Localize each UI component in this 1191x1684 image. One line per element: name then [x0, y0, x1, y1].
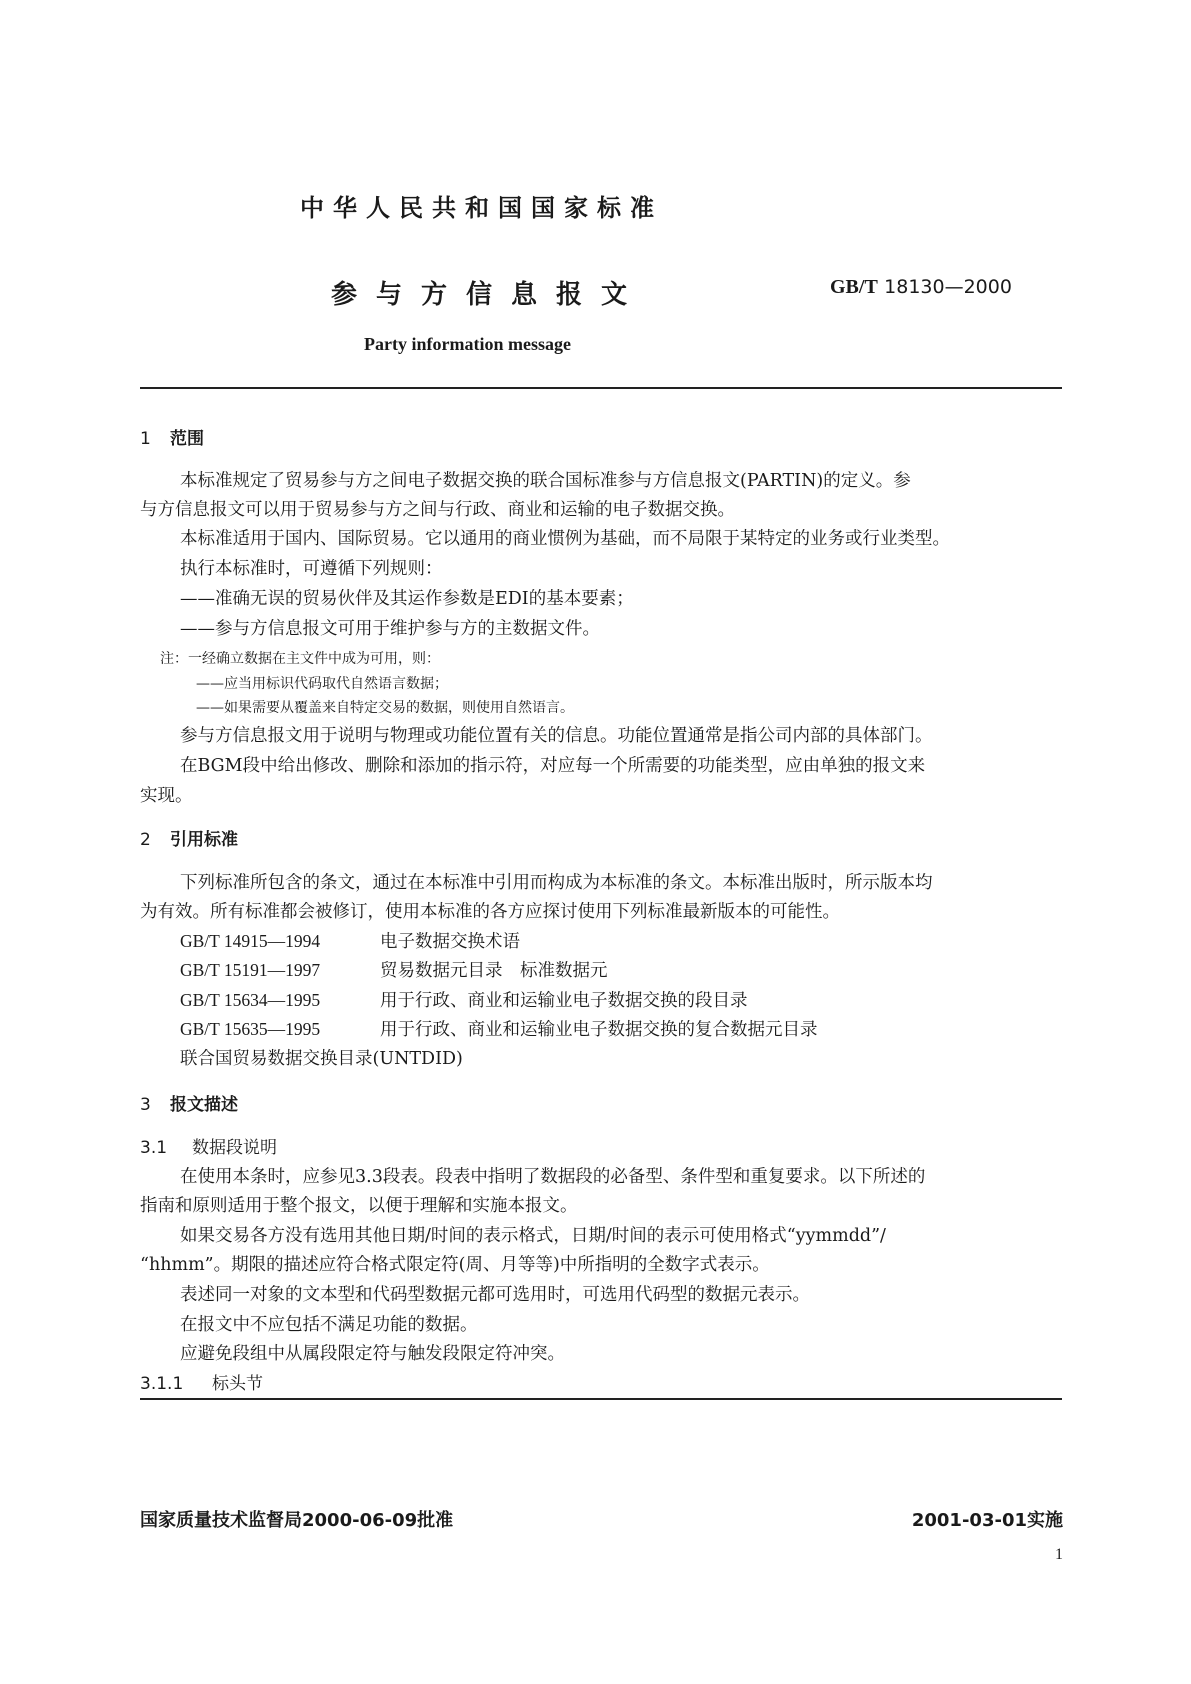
reference-code: GB/T 15191—1997 [180, 960, 321, 980]
s1-p1-line2: 与方信息报文可以用于贸易参与方之间与行政、商业和运输的电子数据交换。 [140, 500, 735, 520]
reference-item [180, 957, 608, 982]
s2-p1-line2: 为有效。所有标准都会被修订，使用本标准的各方应探讨使用下列标准最新版本的可能性。 [140, 902, 840, 922]
standard-prefix: GB/T [830, 276, 878, 298]
reference-code: GB/T 15634—1995 [180, 990, 321, 1010]
s1-p5-line1: 在BGM段中给出修改、删除和添加的指示符，对应每一个所需要的功能类型，应由单独的报文来 [180, 756, 926, 776]
subsection-3-1-heading [140, 1133, 277, 1158]
section-title: 范围 [170, 429, 204, 449]
national-standard-title: 中华人民共和国国家标准 [300, 194, 663, 222]
reference-item-untdid: 联合国贸易数据交换目录(UNTDID) [180, 1049, 463, 1069]
s3-p5: 应避免段组中从属段限定符与触发段限定符冲突。 [180, 1344, 565, 1364]
section-3-heading [140, 1090, 238, 1115]
section-title: 引用标准 [170, 830, 238, 850]
s3-p3: 表述同一对象的文本型和代码型数据元都可选用时，可选用代码型的数据元表示。 [180, 1285, 810, 1305]
reference-item [180, 1016, 818, 1041]
subsection-number: 3.1.1 [140, 1374, 184, 1394]
reference-title: 用于行政、商业和运输业电子数据交换的段目录 [380, 991, 748, 1011]
standard-number: 18130—2000 [884, 276, 1012, 298]
s3-p2-line1: 如果交易各方没有选用其他日期/时间的表示格式，日期/时间的表示可使用格式“yymmdd”/ [180, 1226, 886, 1246]
s3-p2-line2: “hhmm”。期限的描述应符合格式限定符(周、月等等)中所指明的全数字式表示。 [140, 1255, 770, 1275]
footer-rule [140, 1398, 1062, 1400]
section-number: 1 [140, 429, 151, 449]
document-title: 参与方信息报文 [331, 280, 647, 310]
standard-code [830, 274, 1012, 299]
s1-note: 注：一经确立数据在主文件中成为可用，则： [160, 651, 440, 667]
approval-date: 国家质量技术监督局2000-06-09批准 [140, 1510, 454, 1531]
subsection-number: 3.1 [140, 1138, 168, 1158]
reference-item [180, 987, 748, 1012]
s2-p1-line1: 下列标准所包含的条文，通过在本标准中引用而构成为本标准的条文。本标准出版时，所示版本均 [180, 873, 933, 893]
subsection-3-1-1-heading [140, 1369, 263, 1394]
reference-title: 贸易数据元目录 标准数据元 [380, 961, 608, 981]
s1-p4: 参与方信息报文用于说明与物理或功能位置有关的信息。功能位置通常是指公司内部的具体部门。 [180, 726, 933, 746]
subsection-title: 数据段说明 [192, 1138, 277, 1158]
section-title: 报文描述 [170, 1095, 238, 1115]
section-number: 3 [140, 1095, 151, 1115]
reference-title: 用于行政、商业和运输业电子数据交换的复合数据元目录 [380, 1020, 818, 1040]
header-rule [140, 387, 1062, 389]
s1-note-dash-1: ——应当用标识代码取代自然语言数据； [196, 676, 448, 692]
s1-p1-line1: 本标准规定了贸易参与方之间电子数据交换的联合国标准参与方信息报文(PARTIN)的定义。参 [180, 471, 911, 491]
reference-item [180, 928, 520, 953]
page-number: 1 [1055, 1546, 1063, 1563]
s1-p3: 执行本标准时，可遵循下列规则： [180, 559, 443, 579]
s3-p1-line2: 指南和原则适用于整个报文，以便于理解和实施本报文。 [140, 1196, 578, 1216]
s3-p4: 在报文中不应包括不满足功能的数据。 [180, 1315, 478, 1335]
section-2-heading [140, 825, 238, 850]
subsection-title: 标头节 [212, 1374, 263, 1394]
s3-p1-line1: 在使用本条时，应参见3.3段表。段表中指明了数据段的必备型、条件型和重复要求。以下所述的 [180, 1167, 926, 1187]
reference-code: GB/T 14915—1994 [180, 931, 321, 951]
s1-p2: 本标准适用于国内、国际贸易。它以通用的商业惯例为基础，而不局限于某特定的业务或行业类型。 [180, 529, 950, 549]
english-title: Party information message [364, 334, 571, 354]
section-1-heading [140, 424, 204, 449]
s1-note-dash-2: ——如果需要从覆盖来自特定交易的数据，则使用自然语言。 [196, 700, 574, 716]
reference-code: GB/T 15635—1995 [180, 1019, 321, 1039]
section-number: 2 [140, 830, 151, 850]
s1-dash-1: ——准确无误的贸易伙伴及其运作参数是EDI的基本要素； [180, 589, 634, 609]
s1-p5-line2: 实现。 [140, 786, 193, 806]
s1-dash-2: ——参与方信息报文可用于维护参与方的主数据文件。 [180, 619, 600, 639]
effective-date: 2001-03-01实施 [911, 1510, 1063, 1531]
reference-title: 电子数据交换术语 [380, 932, 520, 952]
